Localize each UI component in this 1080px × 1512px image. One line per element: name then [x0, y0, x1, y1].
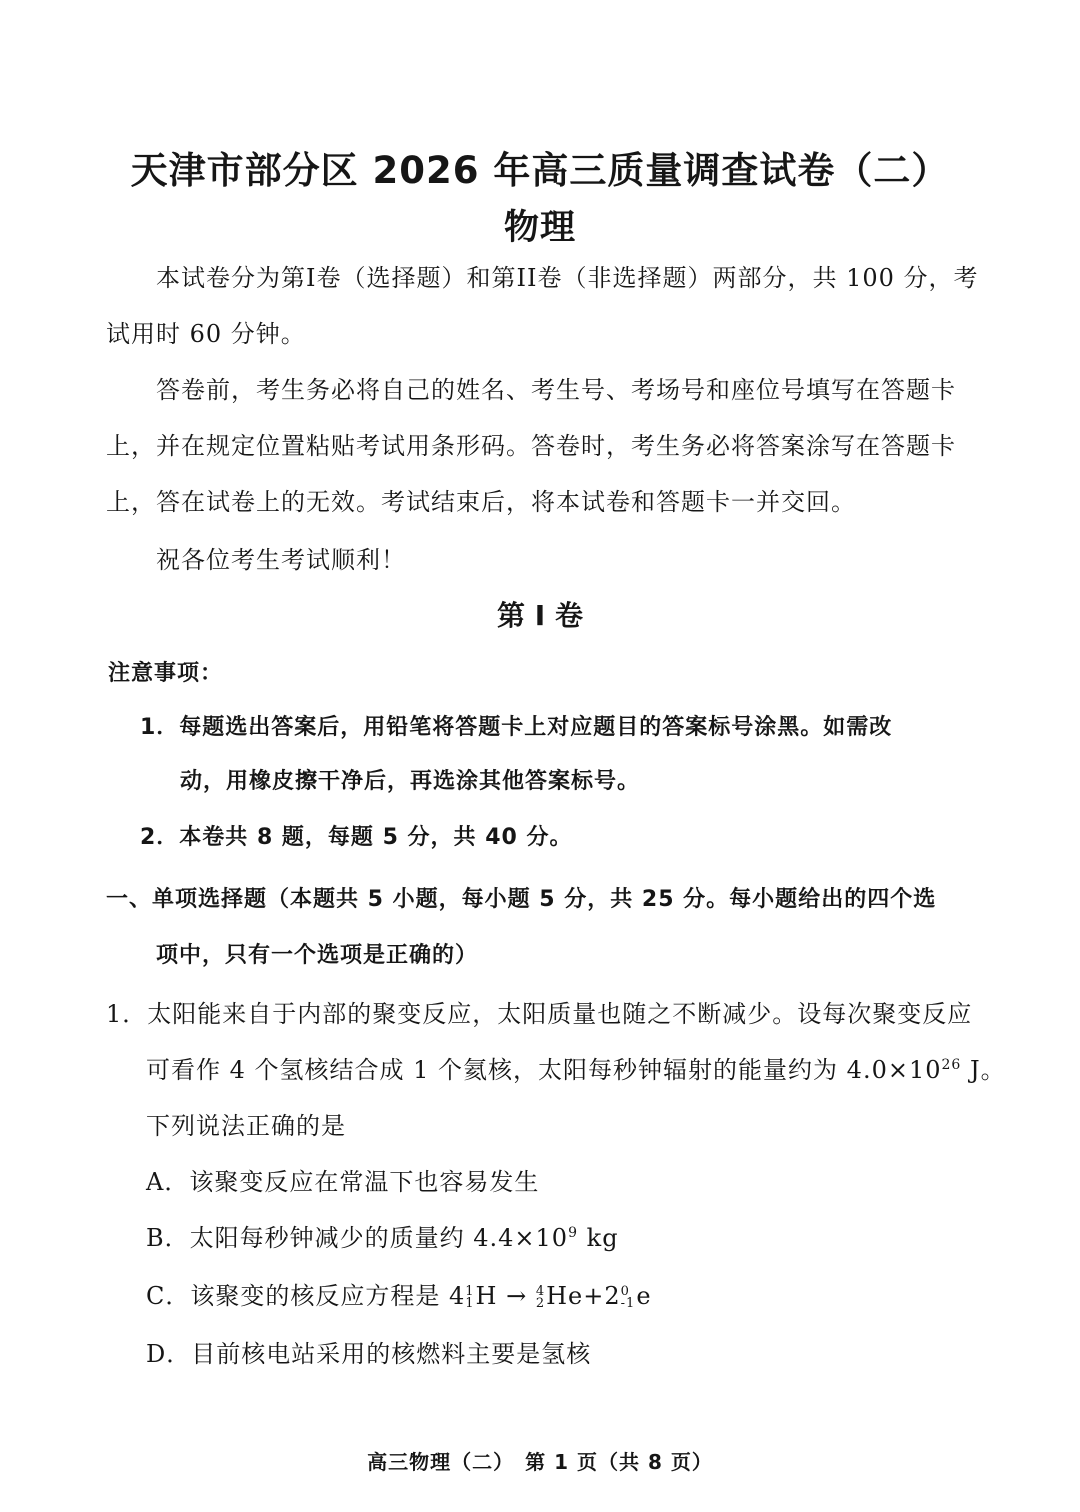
option-d: D．目前核电站采用的核燃料主要是氢核: [146, 1340, 592, 1368]
exponent: 9: [568, 1225, 579, 1241]
nuclide-indices: [620, 1283, 636, 1311]
question-stem: 下列说法正确的是: [146, 1112, 346, 1140]
mass-number: 1: [465, 1283, 475, 1299]
option-text: B．太阳每秒钟减少的质量约 4.4×10: [146, 1224, 569, 1252]
question-stem: 1．太阳能来自于内部的聚变反应，太阳质量也随之不断减少。设每次聚变反应: [106, 1000, 973, 1028]
option-text: kg: [578, 1224, 619, 1252]
page-footer: 高三物理（二） 第 1 页（共 8 页）: [367, 1450, 713, 1474]
nuclide-indices: [535, 1283, 546, 1311]
mass-number: 0: [620, 1283, 630, 1299]
option-text: He+2: [546, 1282, 621, 1310]
part-heading: 一、单项选择题（本题共 5 小题，每小题 5 分，共 25 分。每小题给出的四个选: [106, 887, 937, 912]
option-text: C．该聚变的核反应方程是 4: [146, 1282, 466, 1310]
part-heading: 项中，只有一个选项是正确的）: [156, 943, 479, 968]
mass-number: 4: [535, 1283, 546, 1299]
intro-line: 答卷前，考生务必将自己的姓名、考生号、考场号和座位号填写在答题卡: [156, 376, 956, 404]
intro-line: 上，答在试卷上的无效。考试结束后，将本试卷和答题卡一并交回。: [106, 488, 856, 516]
good-luck-line: 祝各位考生考试顺利！: [156, 546, 406, 574]
option-c: [146, 1276, 652, 1311]
exponent: 26: [941, 1057, 962, 1073]
note-item: 1．每题选出答案后，用铅笔将答题卡上对应题目的答案标号涂黑。如需改: [140, 715, 893, 740]
intro-line: 上，并在规定位置粘贴考试用条形码。答卷时，考生务必将答案涂写在答题卡: [106, 432, 956, 460]
atomic-number: 1: [465, 1295, 475, 1311]
note-item: 动，用橡皮擦干净后，再选涂其他答案标号。: [180, 769, 641, 794]
stem-text: 可看作 4 个氢核结合成 1 个氦核，太阳每秒钟辐射的能量约为 4.0×10: [146, 1056, 942, 1084]
atomic-number: -1: [620, 1295, 636, 1311]
exam-title: 天津市部分区 2026 年高三质量调查试卷（二）: [130, 149, 950, 192]
subject-title: 物理: [503, 208, 576, 248]
notes-heading: 注意事项：: [108, 661, 224, 686]
question-stem: [146, 1050, 1006, 1085]
option-text: H →: [475, 1282, 536, 1310]
nuclide-indices: [465, 1283, 475, 1311]
section-title: 第 I 卷: [497, 599, 583, 632]
intro-line: 试用时 60 分钟。: [106, 320, 306, 348]
stem-text: J。: [961, 1056, 1006, 1084]
note-item: 2．本卷共 8 题，每题 5 分，共 40 分。: [140, 825, 573, 850]
intro-line: 本试卷分为第I卷（选择题）和第II卷（非选择题）两部分，共 100 分，考: [156, 264, 979, 292]
option-b: [146, 1218, 619, 1253]
option-text: e: [636, 1282, 652, 1310]
atomic-number: 2: [535, 1295, 546, 1311]
option-a: A．该聚变反应在常温下也容易发生: [146, 1168, 540, 1196]
